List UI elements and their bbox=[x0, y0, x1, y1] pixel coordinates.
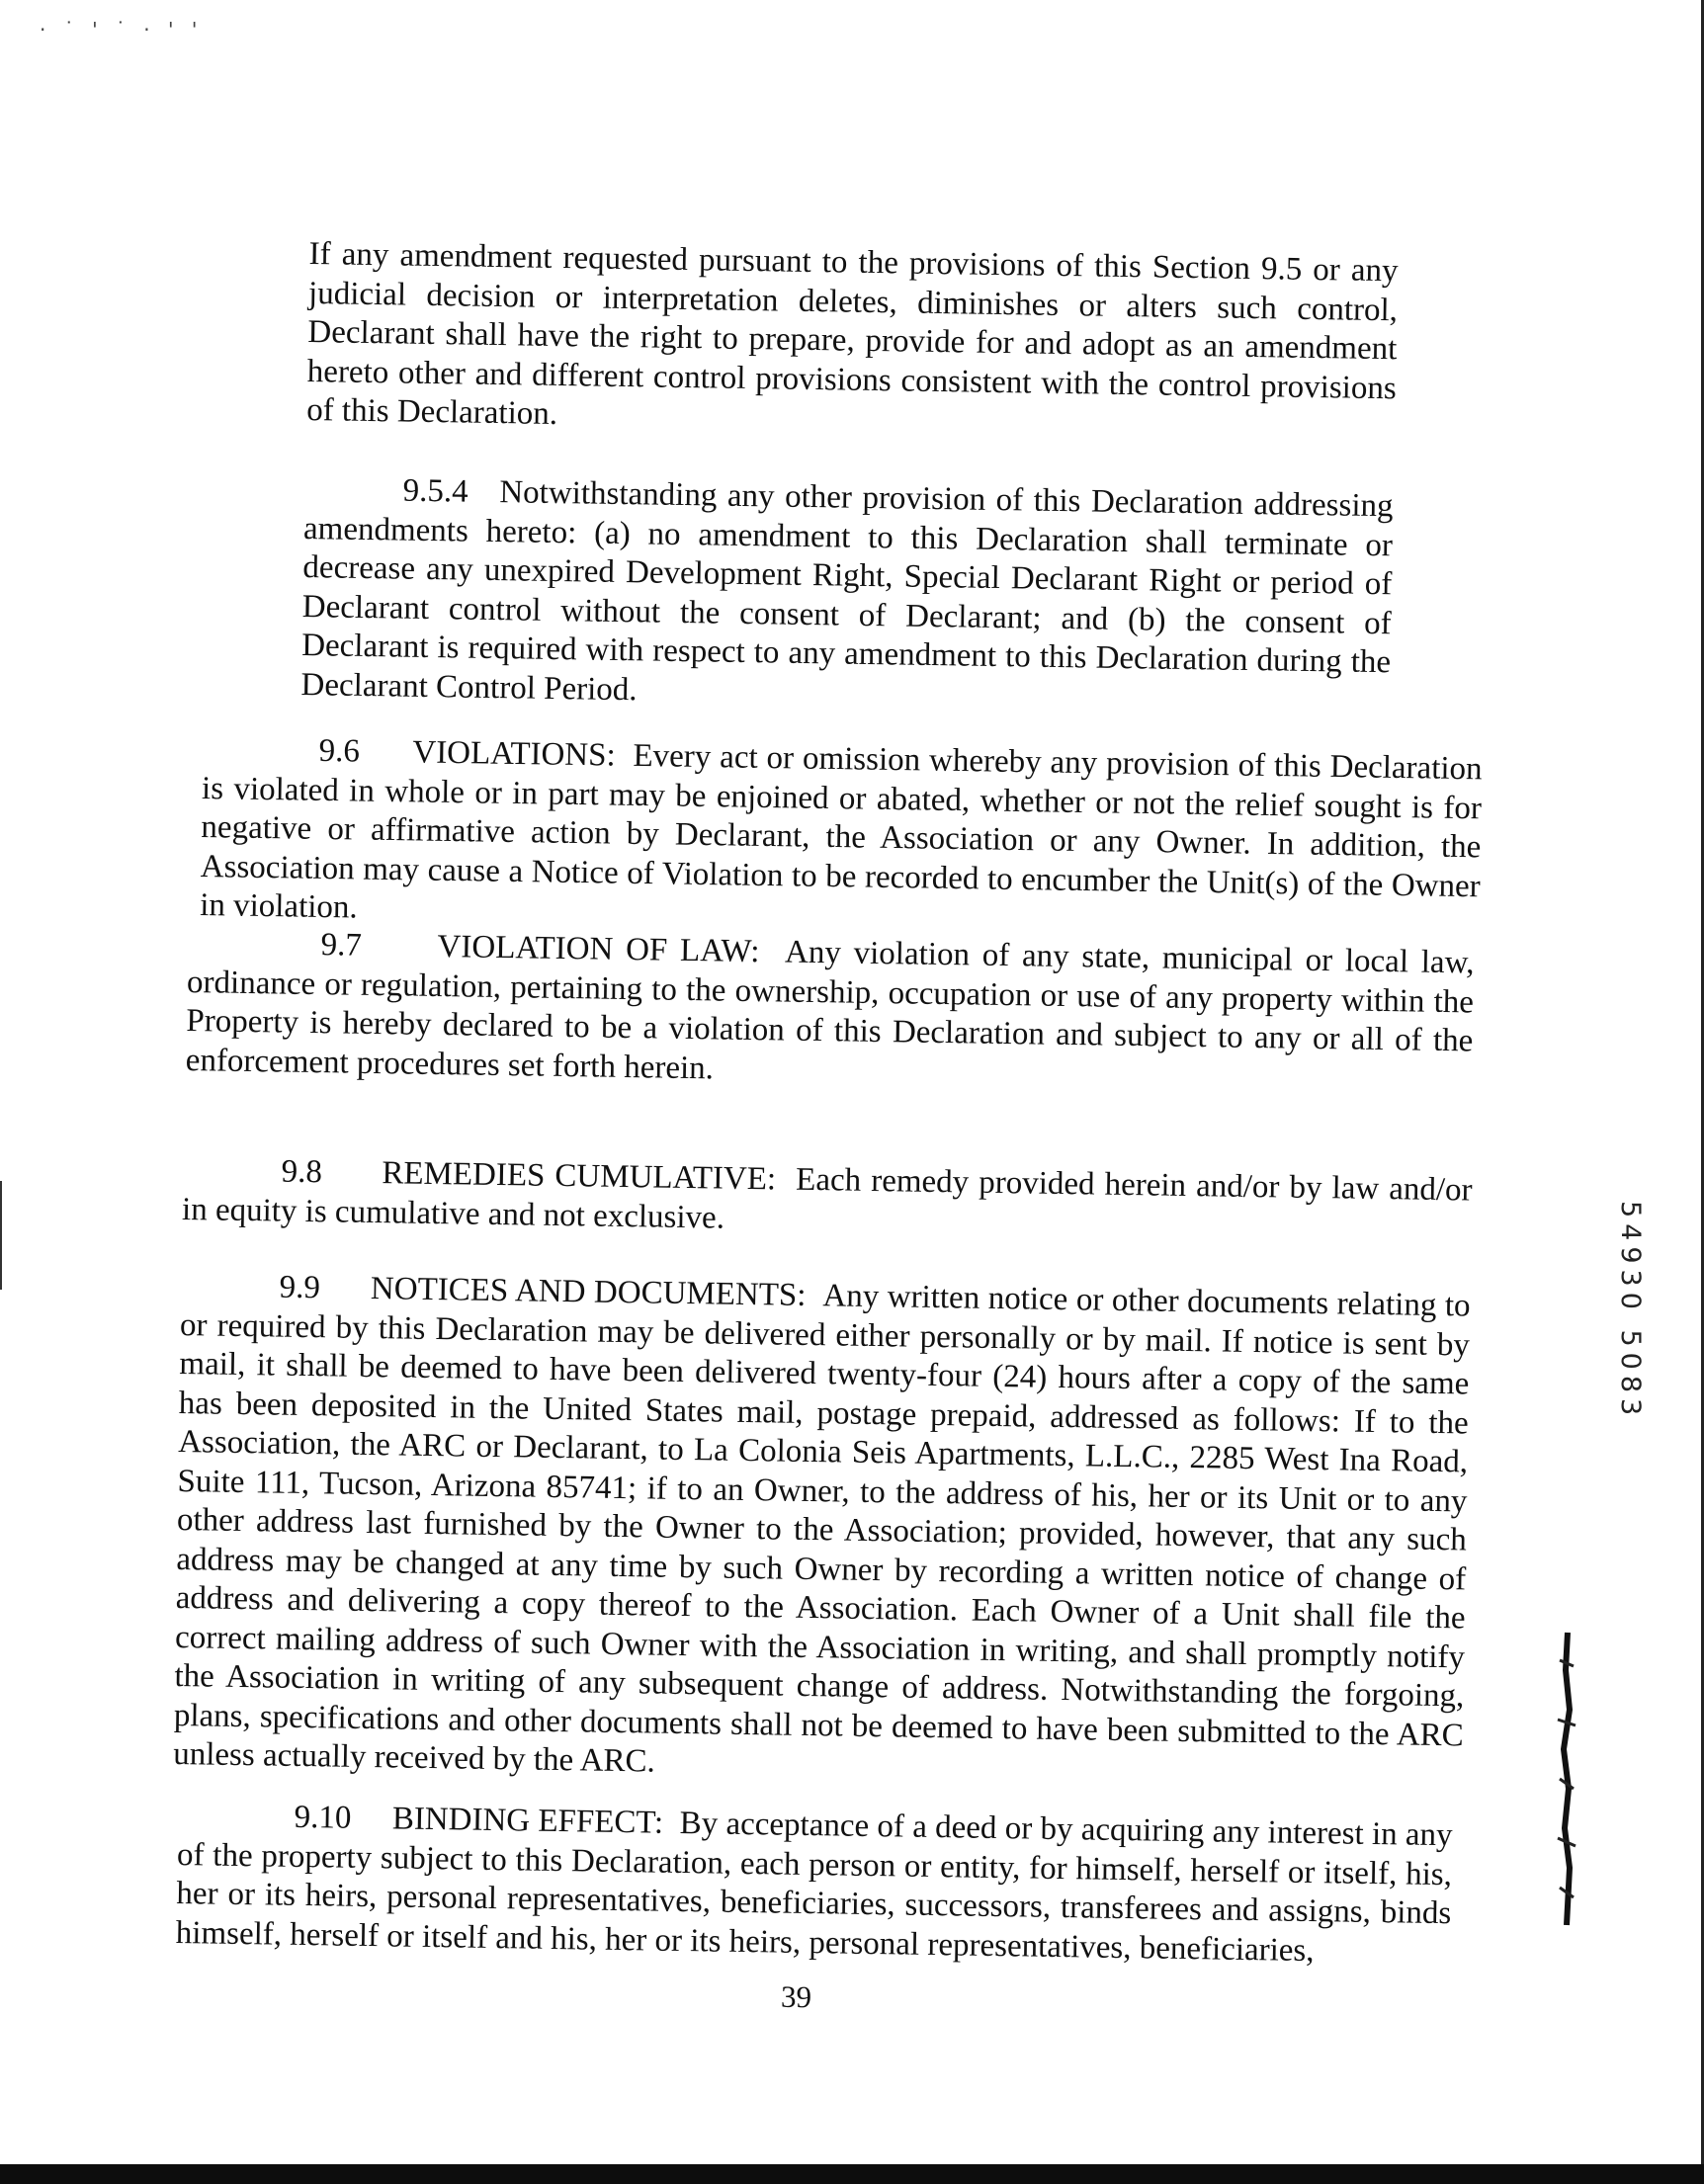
section-9-7 bbox=[186, 924, 1475, 1100]
paragraph-text: Every act or omission whereby any provision of this Declaration is violated in whole or in part may be enjoined or abated, whether or not the relief sought is for negative or affirmative action by Declarant, the Association or any Owner. In addition, the Association may cause a Notice of Violation to be recorded to encumber the Unit(s) of the Owner in violation. bbox=[199, 737, 1483, 926]
scan-edge-bottom bbox=[0, 2164, 1704, 2184]
section-9-6 bbox=[200, 730, 1483, 946]
paragraph-amendment-control bbox=[306, 235, 1399, 448]
recording-number: 54930 5083 bbox=[1615, 1201, 1646, 1422]
section-heading: REMEDIES CUMULATIVE: bbox=[382, 1155, 777, 1198]
paragraph-text: Notwithstanding any other provision of this Declaration addressing amendments hereto: (a) no amendment to this Declaration shall terminate or decrease any unexpired Development Right, Special Declarant Right or period of Declarant control without the consent of Declarant; and (b) the consent of Declarant is required with respect to any amendment to this Declaration during the Declarant Control Period. bbox=[300, 474, 1394, 708]
section-heading: VIOLATIONS: bbox=[412, 734, 616, 774]
section-number: 9.6 bbox=[318, 732, 361, 770]
recorder-stamp-mark bbox=[1552, 1631, 1581, 1927]
paragraph-text: By acceptance of a deed or by acquiring any interest in any of the property subject to this Declaration, each person or entity, for himself, herself or itself, his, her or its heirs, personal representatives, beneficiaries, successors, transferees and assigns, binds himself, herself or itself and his, her or its heirs, personal representatives, beneficiaries, bbox=[175, 1805, 1453, 1969]
section-number: 9.10 bbox=[294, 1799, 352, 1836]
section-9-8 bbox=[182, 1151, 1473, 1249]
paragraph-text: Any written notice or other documents relating to or required by this Declaration may be delivered either personally or by mail. If notice is sent by mail, it shall be deemed to have been delivered twenty-four (24) hours after a copy of the same has been deposited in the United States mail, postage prepaid, addressed as follows: If to the Association, the ARC or Declarant, to La Colonia Seis Apartments, L.L.C., 2285 West Ina Road, Suite 111, Tucson, Arizona 85741; if to an Owner, to the address of his, her or its Unit or to any other address last furnished by the Owner to the Association; provided, however, that any such address may be changed at any time by such Owner by recording a written notice of change of address and delivering a copy thereof to the Association. Each Owner of a Unit shall file the correct mailing address of such Owner with the Association in writing, and shall promptly notify the Association in writing of any subsequent change of address. Notwithstanding the forgoing, plans, specifications and other documents shall not be deemed to have been submitted to the ARC unless actually received by the ARC. bbox=[172, 1278, 1471, 1780]
page-number: 39 bbox=[780, 1978, 812, 2015]
section-number: 9.7 bbox=[320, 927, 363, 964]
section-9-5-4 bbox=[300, 470, 1394, 721]
section-heading: BINDING EFFECT: bbox=[391, 1801, 664, 1841]
paragraph-text: If any amendment requested pursuant to the provisions of this Section 9.5 or any judicial decision or interpretation deletes, diminishes or alters such control, Declarant shall have the right to prepare, provide for and adopt as an amendment hereto other and different control provisions consistent with the control provisions of this Declaration. bbox=[305, 235, 1399, 432]
section-heading: NOTICES AND DOCUMENTS: bbox=[370, 1271, 807, 1313]
paragraph-text: Any violation of any state, municipal or local law, ordinance or regulation, pertaining to the ownership, occupation or use of any property within the Property is hereby declared to be a violation of this Declaration and subject to any or all of the enforcement procedures set forth herein. bbox=[185, 934, 1475, 1086]
section-9-10 bbox=[176, 1797, 1453, 1973]
scan-specks: · ˙ ' ˙ · ' ' bbox=[40, 18, 204, 42]
section-number: 9.5.4 bbox=[402, 472, 469, 510]
section-heading: VIOLATION OF LAW: bbox=[437, 928, 760, 970]
section-9-9 bbox=[173, 1267, 1471, 1795]
section-number: 9.8 bbox=[281, 1153, 323, 1191]
section-number: 9.9 bbox=[279, 1269, 321, 1306]
scan-edge-mark bbox=[0, 1181, 2, 1290]
paragraph-text: Each remedy provided herein and/or by law and/or in equity is cumulative and not exclusive. bbox=[181, 1161, 1473, 1236]
